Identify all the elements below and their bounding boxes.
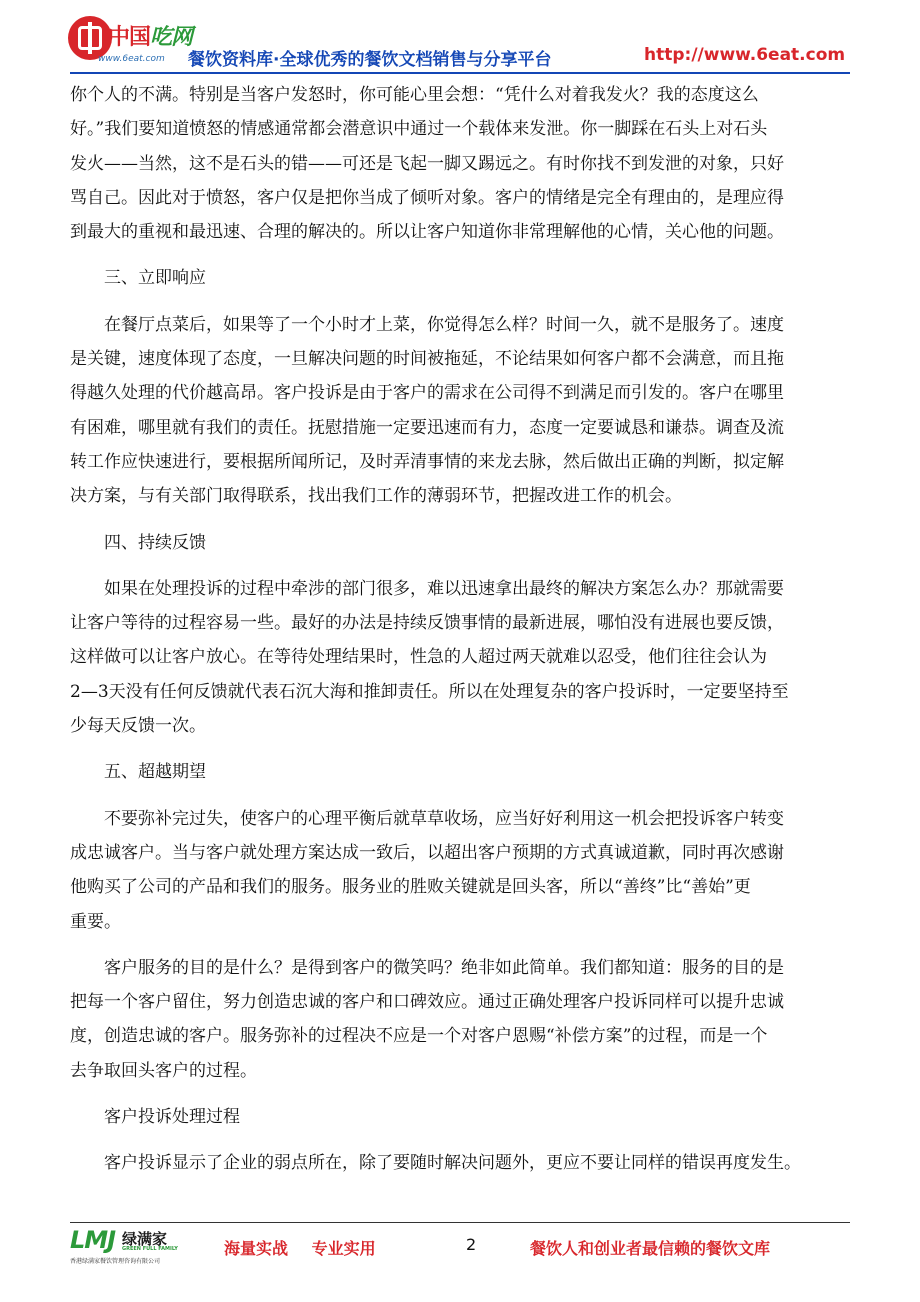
text-line: 客户投诉显示了企业的弱点所在，除了要随时解决问题外，更应不要让同样的错误再度发生。	[104, 1153, 801, 1174]
text-line: 度，创造忠诚的客户。服务弥补的过程决不应是一个对客户恩赐“补偿方案”的过程，而是一个	[70, 1026, 768, 1047]
paragraph-process	[70, 1146, 850, 1180]
text-line: 发火——当然，这不是石头的错——可还是飞起一脚又踢远之。有时你找不到发泄的对象，只好	[70, 153, 784, 174]
text-line: 成忠诚客户。当与客户就处理方案达成一致后，以超出客户预期的方式真诚道歉，同时再次感谢	[70, 842, 784, 863]
paragraph-service-goal	[70, 951, 850, 1088]
text-line: 把每一个客户留住，努力创造忠诚的客户和口碑效应。通过正确处理客户投诉同样可以提升忠诚	[70, 992, 784, 1013]
text-line: 你个人的不满。特别是当客户发怒时，你可能心里会想：“凭什么对着我发火？我的态度这么	[70, 85, 759, 105]
logo-url: www.6eat.com	[98, 54, 165, 64]
site-logo[interactable]	[68, 14, 193, 70]
section-heading-process: 客户投诉处理过程	[104, 1107, 240, 1128]
text-line: 决方案，与有关部门取得联系，找出我们工作的薄弱环节，把握改进工作的机会。	[70, 486, 682, 507]
footer-divider	[70, 1222, 850, 1223]
footer-logo	[70, 1226, 220, 1266]
text-line: 重要。	[70, 911, 121, 932]
header-title: 餐饮资料库·全球优秀的餐饮文档销售与分享平台	[188, 50, 552, 70]
text-line: 去争取回头客户的过程。	[70, 1060, 257, 1081]
text-line: 让客户等待的过程容易一些。最好的办法是持续反馈事情的最新进展，哪怕没有进展也要反馈，	[70, 613, 784, 634]
text-line: 少每天反馈一次。	[70, 716, 206, 737]
text-line: 不要弥补完过失，使客户的心理平衡后就草草收场，应当好好利用这一机会把投诉客户转变	[104, 808, 784, 829]
header-url-link[interactable]: http://www.6eat.com	[644, 45, 846, 65]
footer-logo-company: 香港绿满家餐饮管理咨询有限公司	[70, 1258, 161, 1265]
page-number: 2	[466, 1235, 477, 1254]
text-line: 2—3天没有任何反馈就代表石沉大海和推卸责任。所以在处理复杂的客户投诉时，一定要坚持至	[70, 681, 789, 702]
text-line: 得越久处理的代价越高昂。客户投诉是由于客户的需求在公司得不到满足而引发的。客户在哪里	[70, 383, 784, 404]
text-line: 到最大的重视和最迅速、合理的解决的。所以让客户知道你非常理解他的心情，关心他的问题。	[70, 222, 784, 243]
document-body	[70, 78, 850, 1181]
text-line: 转工作应快速进行，要根据所闻所记，及时弄清事情的来龙去脉，然后做出正确的判断，拟定解	[70, 451, 784, 472]
footer-tagline: 餐饮人和创业者最信赖的餐饮文库	[530, 1239, 771, 1258]
paragraph-anger	[70, 78, 850, 249]
footer-slogan: 海量实战 专业实用	[224, 1239, 376, 1258]
logo-text: 中国吃网	[108, 25, 193, 50]
text-line: 好。”我们要知道愤怒的情感通常都会潜意识中通过一个载体来发泄。你一脚踩在石头上对石头	[70, 119, 768, 140]
text-line: 他购买了公司的产品和我们的服务。服务业的胜败关键就是回头客，所以“善终”比“善始”更	[70, 877, 751, 898]
footer-logo-lmj: LMJ	[70, 1226, 116, 1254]
text-line: 客户服务的目的是什么？是得到客户的微笑吗？绝非如此简单。我们都知道：服务的目的是	[104, 957, 784, 978]
paragraph-exceed	[70, 802, 850, 939]
text-line: 在餐厅点菜后，如果等了一个小时才上菜，你觉得怎么样？时间一久，就不是服务了。速度	[104, 314, 784, 335]
footer-logo-en: GREEN FULL FAMILY	[122, 1246, 178, 1252]
section-heading-feedback: 四、持续反馈	[104, 532, 206, 553]
paragraph-respond	[70, 308, 850, 514]
section-heading-respond: 三、立即响应	[104, 268, 206, 289]
text-line: 骂自己。因此对于愤怒，客户仅是把你当成了倾听对象。客户的情绪是完全有理由的，是理应得	[70, 187, 784, 208]
text-line: 有困难，哪里就有我们的责任。抚慰措施一定要迅速而有力，态度一定要诚恳和谦恭。调查及流	[70, 417, 784, 438]
paragraph-feedback	[70, 572, 850, 743]
text-line: 这样做可以让客户放心。在等待处理结果时，性急的人超过两天就难以忍受，他们往往会认为	[70, 647, 767, 668]
section-heading-exceed: 五、超越期望	[104, 762, 206, 783]
text-line: 如果在处理投诉的过程中牵涉的部门很多，难以迅速拿出最终的解决方案怎么办？那就需要	[104, 578, 784, 599]
page-header	[0, 0, 920, 76]
header-divider	[70, 72, 850, 74]
text-line: 是关键，速度体现了态度，一旦解决问题的时间被拖延，不论结果如何客户都不会满意，而且拖	[70, 349, 784, 370]
footer-logo-brand: 绿满家	[122, 1230, 168, 1248]
